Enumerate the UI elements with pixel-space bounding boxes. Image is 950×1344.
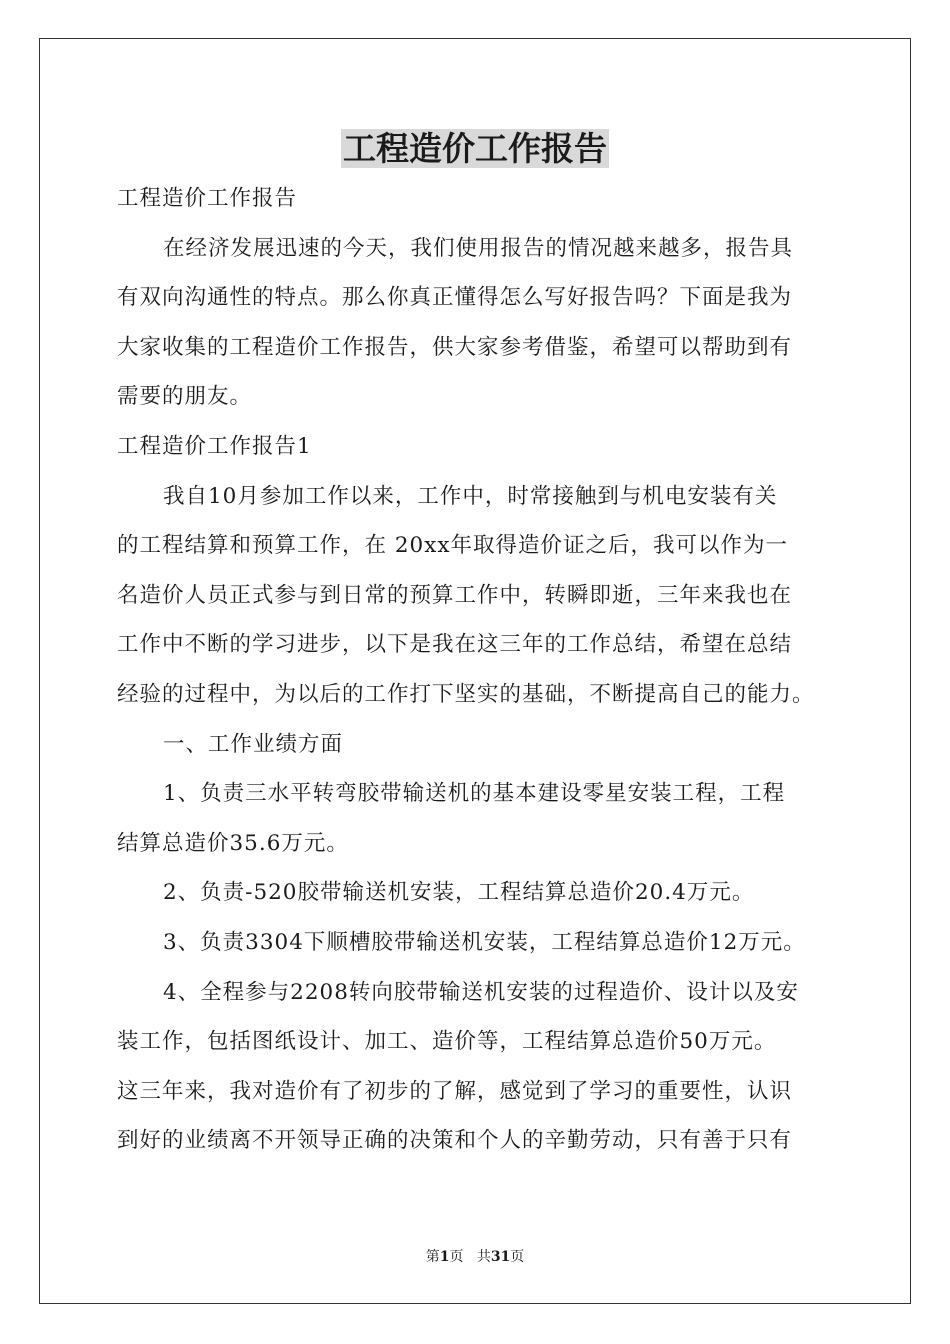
page-number-suffix: 页	[449, 1249, 464, 1265]
text-line: 的工程结算和预算工作，在 20xx年取得造价证之后，我可以作为一	[117, 533, 788, 559]
document-title	[0, 126, 950, 172]
document-body	[117, 174, 852, 1166]
text-line: 工程造价工作报告	[117, 186, 298, 211]
text-line: 需要的朋友。	[117, 384, 253, 410]
text-line: 1、负责三水平转弯胶带输送机的基本建设零星安装工程，工程	[163, 781, 786, 807]
text-line: 工作中不断的学习进步，以下是我在这三年的工作总结，希望在总结	[117, 632, 793, 658]
text-line: 一、工作业绩方面	[163, 731, 344, 757]
total-pages-prefix: 共	[476, 1249, 491, 1265]
text-line: 3、负责3304下顺槽胶带输送机安装，工程结算总造价12万元。	[163, 929, 806, 955]
text-line: 在经济发展迅速的今天，我们使用报告的情况越来越多，报告具	[163, 235, 794, 261]
page-number: 1	[439, 1249, 450, 1265]
text-line: 装工作，包括图纸设计、加工、造价等，工程结算总造价50万元。	[117, 1029, 777, 1055]
text-line: 工程造价工作报告1	[117, 433, 312, 459]
document-title-text: 工程造价工作报告	[343, 129, 607, 168]
page-footer	[0, 1247, 950, 1267]
text-line: 名造价人员正式参与到日常的预算工作中，转瞬即逝，三年来我也在	[117, 582, 793, 608]
text-line: 4、全程参与2208转向胶带输送机安装的过程造价、设计以及安	[163, 979, 799, 1005]
text-line: 这三年来，我对造价有了初步的了解，感觉到了学习的重要性，认识	[117, 1078, 793, 1104]
total-pages: 31	[490, 1249, 511, 1265]
text-line: 2、负责-520胶带输送机安装，工程结算总造价20.4万元。	[163, 880, 755, 906]
text-line: 经验的过程中，为以后的工作打下坚实的基础，不断提高自己的能力。	[117, 681, 815, 707]
page-number-prefix: 第	[425, 1249, 440, 1265]
text-line: 我自10月参加工作以来，工作中，时常接触到与机电安装有关	[163, 483, 778, 509]
text-line: 大家收集的工程造价工作报告，供大家参考借鉴，希望可以帮助到有	[117, 334, 793, 360]
total-pages-suffix: 页	[510, 1249, 525, 1265]
text-line: 结算总造价35.6万元。	[117, 830, 349, 856]
text-line: 到好的业绩离不开领导正确的决策和个人的辛勤劳动，只有善于只有	[117, 1128, 793, 1154]
text-line: 有双向沟通性的特点。那么你真正懂得怎么写好报告吗？下面是我为	[117, 285, 793, 311]
